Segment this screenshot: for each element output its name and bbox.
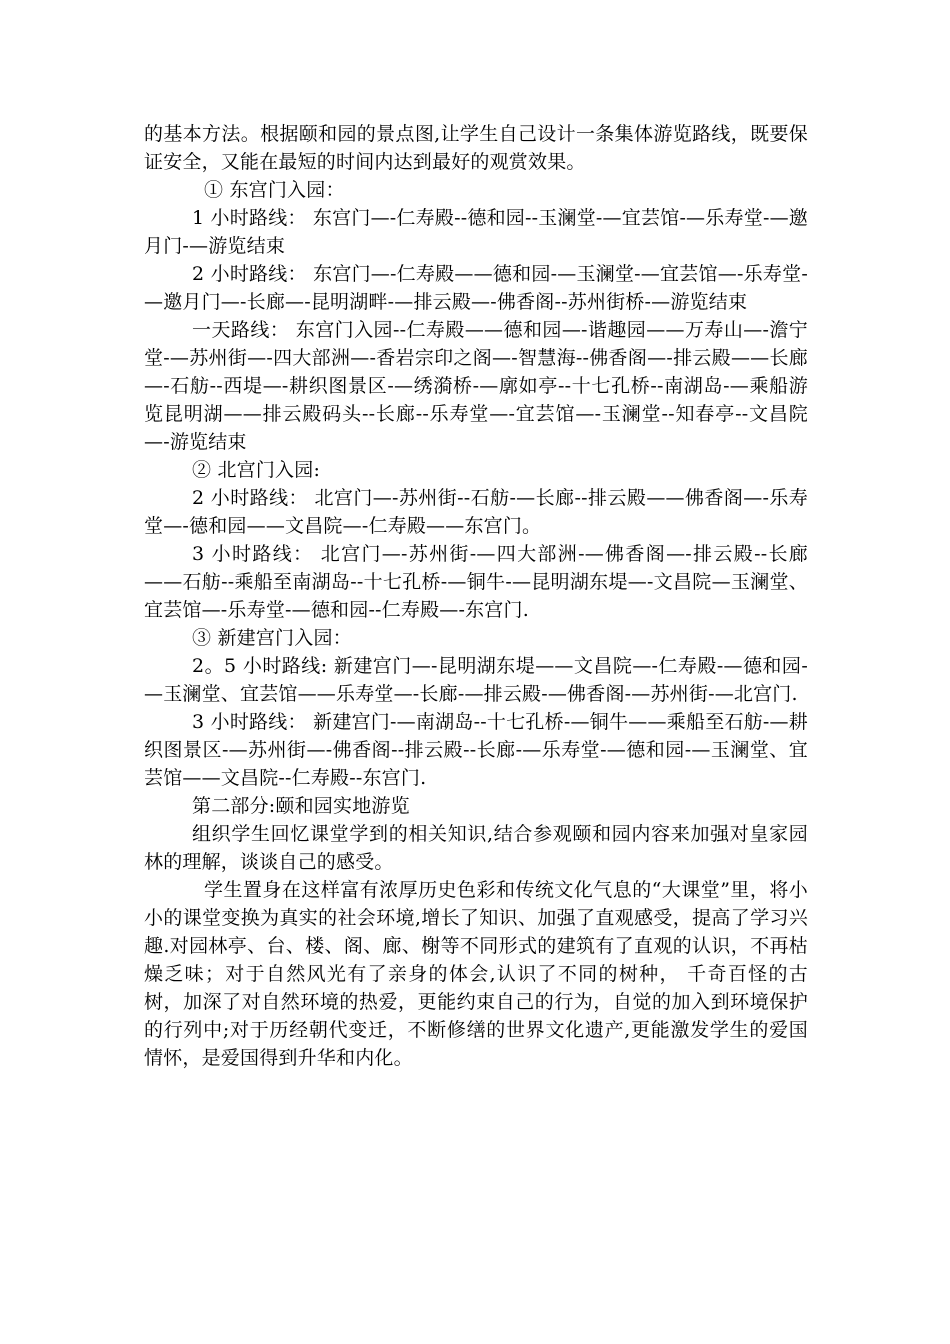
- heading-part-two: 第二部分:颐和园实地游览: [192, 795, 410, 817]
- paragraph-recall: 组织学生回忆课堂学到的相关知识,结合参观颐和园内容来加强对皇家园林的理解，谈谈自己的感受。: [144, 823, 808, 873]
- route-north-2h: 2 小时路线： 北宫门—-苏州街--石舫-—长廊--排云殿——佛香阁—-乐寿堂—-德和园——文昌院—-仁寿殿——东宫门。: [144, 487, 808, 537]
- route-east-2h: 2 小时路线： 东宫门—-仁寿殿——德和园-—玉澜堂-—宜芸馆—-乐寿堂-—邀月门—-长廊—-昆明湖畔-—排云殿—-佛香阁--苏州街桥-—游览结束: [144, 263, 808, 313]
- route-new-2-5h: 2。5 小时路线: 新建宫门—-昆明湖东堤——文昌院—-仁寿殿-—德和园-—玉澜堂、宜芸馆——乐寿堂—-长廊-—排云殿-—佛香阁-—苏州街-—北宫门.: [144, 655, 808, 705]
- heading-east-gate: ① 东宫门入园：: [204, 179, 345, 201]
- heading-new-gate: ③ 新建宫门入园：: [192, 627, 352, 649]
- paragraph-method-intro: 的基本方法。根据颐和园的景点图,让学生自己设计一条集体游览路线，既要保证安全，又能在最短的时间内达到最好的观赏效果。: [144, 123, 808, 173]
- route-east-1day: 一天路线： 东宫门入园--仁寿殿——德和园—-谐趣园——万寿山—-澹宁堂-—苏州街—-四大部洲—-香岩宗印之阁—-智慧海--佛香阁—-排云殿——长廊—-石舫--西堤—-耕织图景区-—绣漪桥-—廓如亭--十七孔桥--南湖岛-—乘船游览昆明湖——排云殿码头--长廊--乐寿堂—-宜芸馆—-玉澜堂--知春亭--文昌院—-游览结束: [144, 319, 808, 453]
- heading-north-gate: ② 北宫门入园:: [192, 459, 321, 481]
- document-body: [144, 120, 808, 1072]
- route-new-3h: 3 小时路线： 新建宫门-—南湖岛--十七孔桥-—铜牛——乘船至石舫-—耕织图景区-—苏州街—-佛香阁--排云殿--长廊-—乐寿堂-—德和园-—玉澜堂、宜芸馆——文昌院--仁寿殿--东宫门.: [144, 711, 808, 789]
- route-north-3h: 3 小时路线： 北宫门—-苏州街-—四大部洲-—佛香阁—-排云殿--长廊——石舫--乘船至南湖岛--十七孔桥-—铜牛-—昆明湖东堤—-文昌院—玉澜堂、宜芸馆—-乐寿堂-—德和园--仁寿殿—-东宫门.: [144, 543, 808, 621]
- paragraph-reflection: 学生置身在这样富有浓厚历史色彩和传统文化气息的“大课堂”里，将小小的课堂变换为真实的社会环境,增长了知识、加强了直观感受，提高了学习兴趣.对园林亭、台、楼、阁、廊、榭等不同形式的建筑有了直观的认识，不再枯燥乏味；对于自然风光有了亲身的体会,认识了不同的树种， 千奇百怪的古树，加深了对自然环境的热爱，更能约束自己的行为，自觉的加入到环境保护的行列中;对于历经朝代变迁，不断修缮的世界文化遗产,更能激发学生的爱国情怀，是爱国得到升华和内化。: [144, 879, 808, 1069]
- route-east-1h: 1 小时路线： 东宫门—-仁寿殿--德和园--玉澜堂-—宜芸馆-—乐寿堂-—邀月门-—游览结束: [144, 207, 808, 257]
